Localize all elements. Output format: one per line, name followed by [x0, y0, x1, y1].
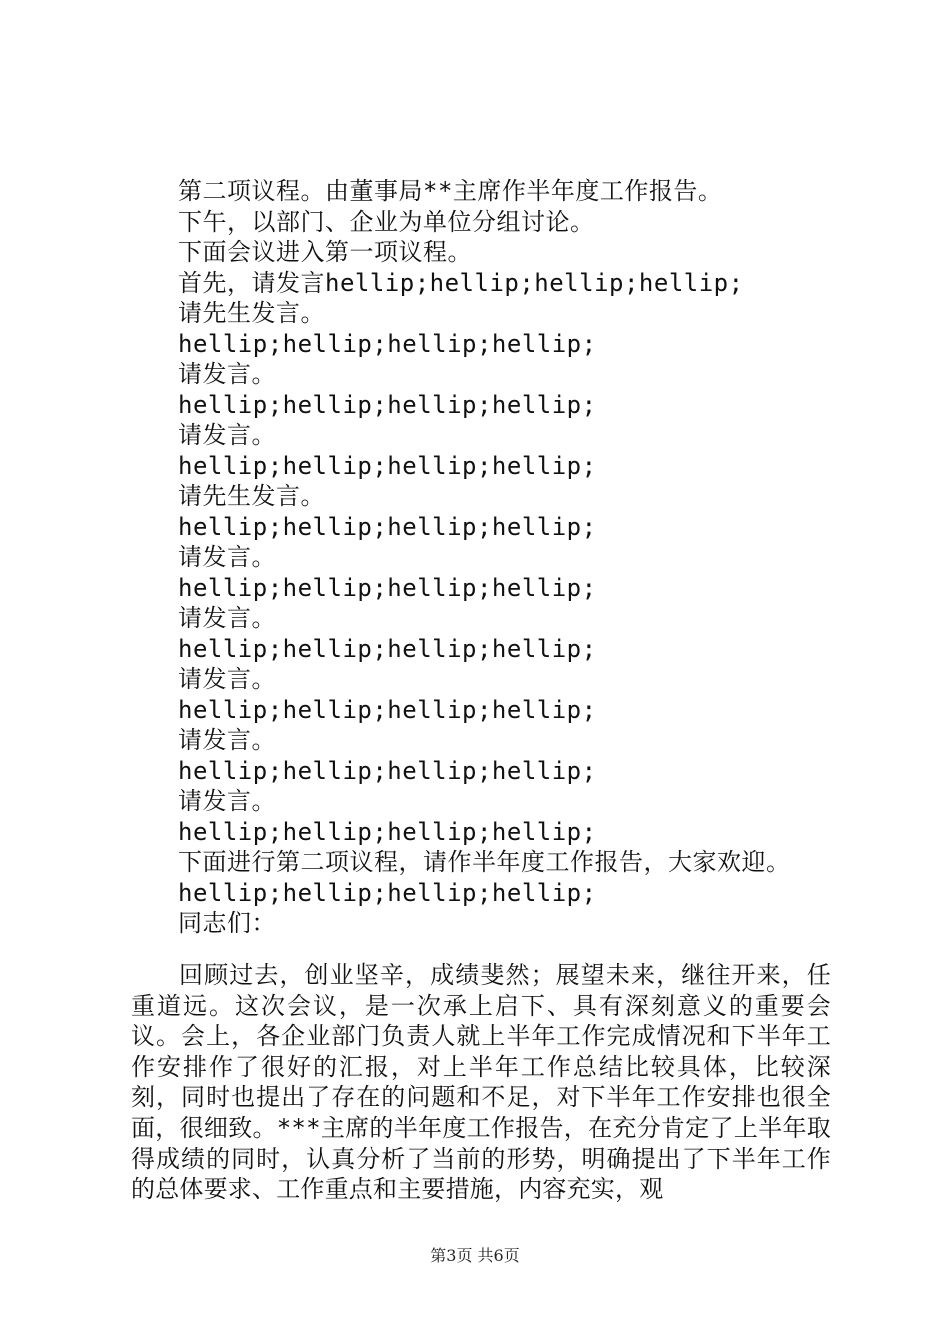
- text-line: 下面进行第二项议程，请作半年度工作报告，大家欢迎。: [178, 848, 791, 876]
- text-line: 请先生发言。: [178, 299, 325, 327]
- text-line: hellip;hellip;hellip;hellip;: [178, 390, 597, 419]
- text-line: 请发言。: [178, 726, 276, 754]
- text-line: 第二项议程。由董事局**主席作半年度工作报告。: [178, 177, 723, 205]
- text-line: 请发言。: [178, 421, 276, 449]
- text-line: hellip;hellip;hellip;hellip;: [178, 573, 597, 602]
- text-line: 首先，请发言hellip;hellip;hellip;hellip;: [178, 268, 744, 297]
- agenda-lines: [178, 176, 878, 939]
- text-line: hellip;hellip;hellip;hellip;: [178, 878, 597, 907]
- text-line: hellip;hellip;hellip;hellip;: [178, 451, 597, 480]
- text-line: hellip;hellip;hellip;hellip;: [178, 817, 597, 846]
- text-line: hellip;hellip;hellip;hellip;: [178, 634, 597, 663]
- text-line: 请发言。: [178, 360, 276, 388]
- text-line: hellip;hellip;hellip;hellip;: [178, 756, 597, 785]
- page-footer: 第3页 共6页: [430, 1246, 520, 1265]
- body-paragraph: 回顾过去，创业坚辛，成绩斐然；展望未来，继往开来，任重道远。这次会议，是一次承上启下、具有深刻意义的重要会议。会上，各企业部门负责人就上半年工作完成情况和下半年工作安排作了很好的汇报，对上半年工作总结比较具体，比较深刻，同时也提出了存在的问题和不足，对下半年工作安排也很全面，很细致。***主席的半年度工作报告，在充分肯定了上半年取得成绩的同时，认真分析了当前的形势，明确提出了下半年工作的总体要求、工作重点和主要措施，内容充实，观: [131, 961, 831, 1204]
- text-line: hellip;hellip;hellip;hellip;: [178, 329, 597, 358]
- text-line: 同志们：: [178, 909, 276, 937]
- text-line: 请发言。: [178, 543, 276, 571]
- text-line: 请发言。: [178, 665, 276, 693]
- text-line: hellip;hellip;hellip;hellip;: [178, 512, 597, 541]
- text-line: 请发言。: [178, 787, 276, 815]
- text-line: 请发言。: [178, 604, 276, 632]
- text-line: 请先生发言。: [178, 482, 325, 510]
- text-line: 下午，以部门、企业为单位分组讨论。: [178, 207, 595, 236]
- text-line: hellip;hellip;hellip;hellip;: [178, 695, 597, 724]
- text-line: 下面会议进入第一项议程。: [178, 238, 472, 266]
